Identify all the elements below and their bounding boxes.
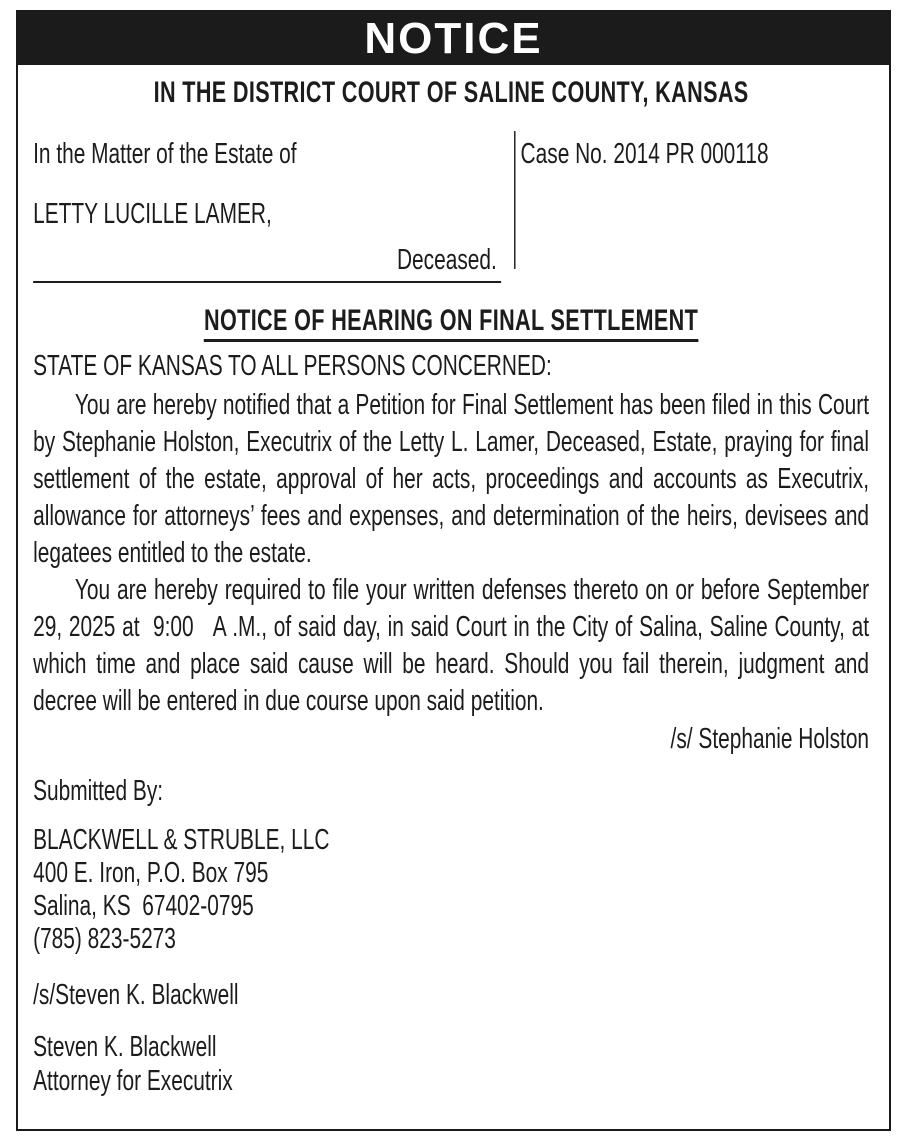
notice-banner [18, 12, 889, 65]
document-body [18, 77, 889, 1096]
attorney-name: Steven K. Blackwell [33, 1031, 217, 1063]
court-heading: IN THE DISTRICT COURT OF SALINE COUNTY, KANSAS [153, 76, 749, 109]
caption-left-column [33, 131, 501, 283]
matter-line: In the Matter of the Estate of [33, 138, 297, 170]
decedent-name: LETTY LUCILLE LAMER, [33, 198, 272, 230]
attorney-title: Attorney for Executrix [33, 1065, 233, 1097]
hearing-heading [33, 303, 869, 339]
text-line: (785) 823-5273 [33, 923, 176, 955]
executrix-signature: /s/ Stephanie Holston [670, 723, 870, 755]
caption-right-column [516, 131, 870, 283]
attorney-signature: /s/Steven K. Blackwell [33, 979, 239, 1011]
notice-banner-title: NOTICE [364, 13, 543, 63]
case-number: Case No. 2014 PR 000118 [520, 138, 769, 170]
law-firm-address-block [33, 824, 869, 956]
text-line: You are hereby notified that a Petition for Final Settlement has been filed in this Court by Stephanie Holston, Executrix of the Letty L. Lamer, Deceased, Estate, praying for final settlement of the estate, approval of her acts, proceedings and accounts as Executrix, allowance for attorneys’ fees and expenses, and determination of the heirs, devisees and legatees entitled to the estate. [33, 389, 875, 569]
salutation-line: STATE OF KANSAS TO ALL PERSONS CONCERNED: [33, 350, 552, 382]
case-caption [33, 131, 869, 283]
text-line: BLACKWELL & STRUBLE, LLC [33, 824, 330, 856]
submitted-by-label: Submitted By: [33, 775, 164, 807]
text-line: 400 E. Iron, P.O. Box 795 [33, 857, 269, 889]
hearing-heading-text: NOTICE OF HEARING ON FINAL SETTLEMENT [204, 304, 698, 342]
deceased-label: Deceased. [396, 244, 497, 276]
text-line: You are hereby required to file your written defenses thereto on or before September 29, 2025 at 9:00 A .M., of said day, in said Court in the City of Salina, Saline County, at which time and place said cause will be heard. Should you fail therein, judgment and decree will be entered in due course upon said petition. [33, 574, 875, 717]
notice-document [16, 10, 891, 1131]
text-line: Salina, KS 67402-0795 [33, 890, 254, 922]
notice-paragraphs [33, 387, 875, 720]
